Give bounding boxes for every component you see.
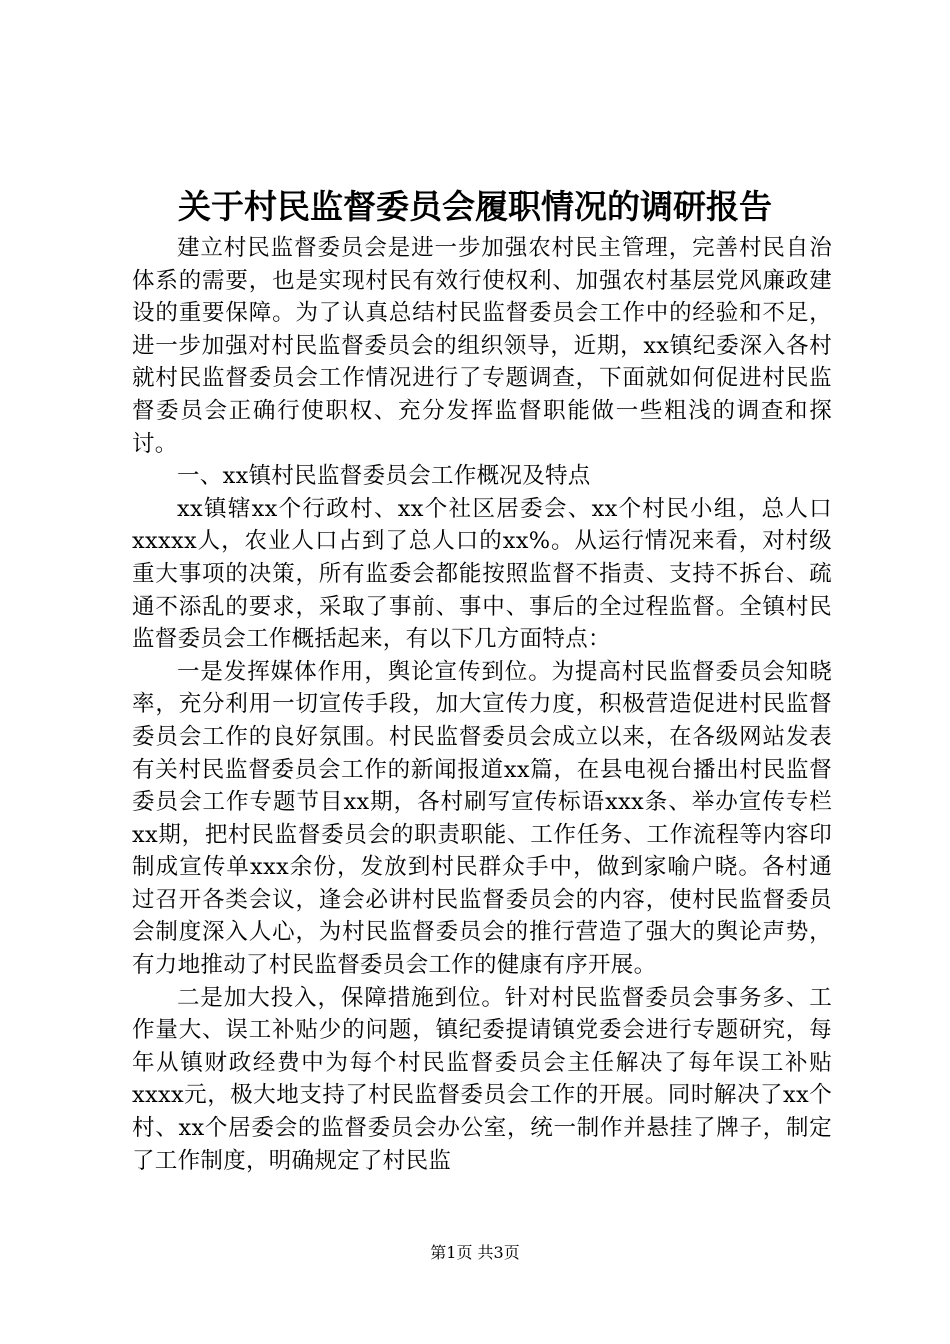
paragraph-intro: 建立村民监督委员会是进一步加强农村民主管理，完善村民自治体系的需要，也是实现村民有效行使权利、加强农村基层党风廉政建设的重要保障。为了认真总结村民监督委员会工作中的经验和不足，进一步加强对村民监督委员会的组织领导，近期，xx镇纪委深入各村就村民监督委员会工作情况进行了专题调查，下面就如何促进村民监督委员会正确行使职权、充分发挥监督职能做一些粗浅的调查和探讨。 — [132, 235, 832, 457]
paragraph-feature-one: 一是发挥媒体作用，舆论宣传到位。为提高村民监督委员会知晓率，充分利用一切宣传手段，加大宣传力度，积极营造促进村民监督委员会工作的良好氛围。村民监督委员会成立以来，在各级网站发表有关村民监督委员会工作的新闻报道xx篇，在县电视台播出村民监督委员会工作专题节目xx期，各村刷写宣传标语xxx条、举办宣传专栏xx期，把村民监督委员会的职责职能、工作任务、工作流程等内容印制成宣传单xxx余份，发放到村民群众手中，做到家喻户晓。各村通过召开各类会议，逢会必讲村民监督委员会的内容，使村民监督委员会制度深入人心，为村民监督委员会的推行营造了强大的舆论声势，有力地推动了村民监督委员会工作的健康有序开展。 — [132, 658, 832, 979]
page-footer: 第1页 共3页 — [430, 1243, 520, 1262]
paragraph-feature-two: 二是加大投入，保障措施到位。针对村民监督委员会事务多、工作量大、误工补贴少的问题，镇纪委提请镇党委会进行专题研究，每年从镇财政经费中为每个村民监督委员会主任解决了每年误工补贴xxxx元，极大地支持了村民监督委员会工作的开展。同时解决了xx个村、xx个居委会的监督委员会办公室，统一制作并悬挂了牌子，制定了工作制度，明确规定了村民监 — [132, 984, 832, 1174]
section-heading: 一、xx镇村民监督委员会工作概况及特点 — [177, 463, 591, 490]
document-body — [132, 232, 832, 1177]
paragraph-overview: xx镇辖xx个行政村、xx个社区居委会、xx个村民小组，总人口xxxxx人，农业人口占到了总人口的xx%。从运行情况来看，对村级重大事项的决策，所有监委会都能按照监督不指责、支持不拆台、疏通不添乱的要求，采取了事前、事中、事后的全过程监督。全镇村民监督委员会工作概括起来，有以下几方面特点： — [132, 495, 832, 653]
document-title: 关于村民监督委员会履职情况的调研报告 — [178, 187, 772, 226]
